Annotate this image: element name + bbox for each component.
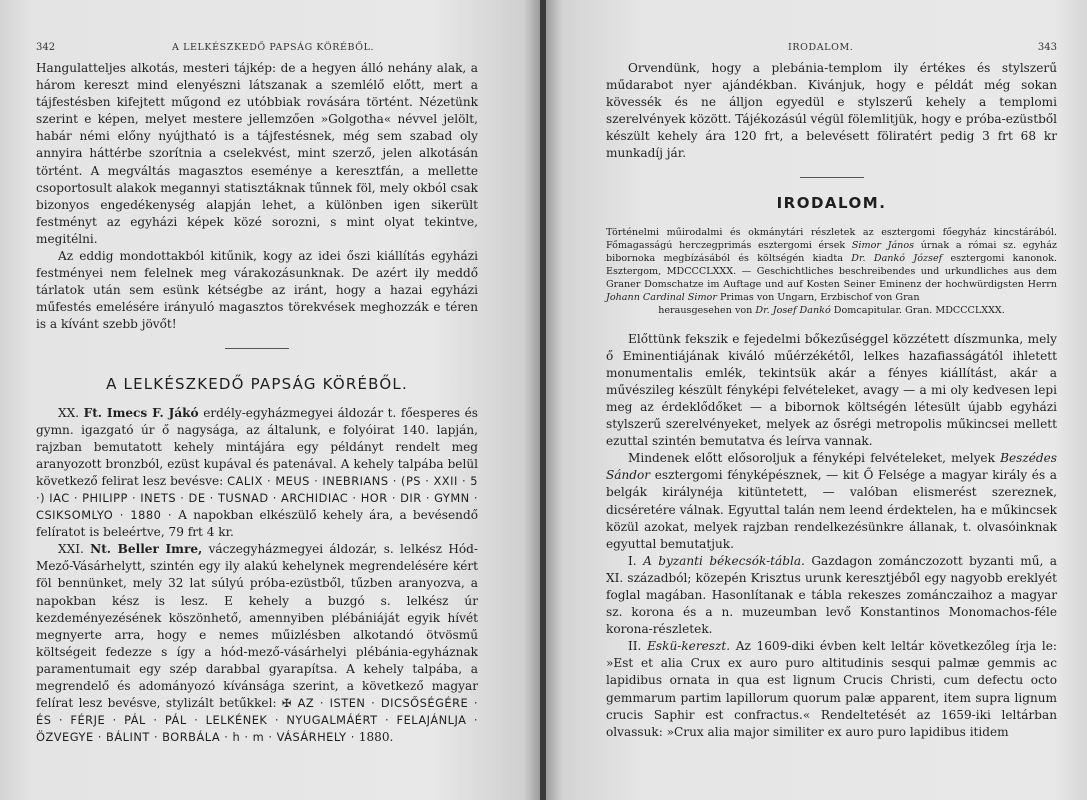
biblio-text: úrnak a római sz. egyház bibornoka megbízásából és költségén kiadta <box>606 239 1057 264</box>
entry-number: XXI. <box>58 542 84 557</box>
paragraph: Orvendünk, hogy a plebánia-templom ily értékes és stylszerű műdarabot nyer ajándékban. Kivánjuk, hogy e példát még sokan kövessék és ne álljon egyedül e stylszerű kehely a templomi szerelvények között. Tájékozásúl végül fölemlitjük, hogy e próba-ezüstből készült kehely ára 120 frt, a belevésett föliratért pedig 3 frt 68 kr munkadíj jár. <box>606 61 1057 161</box>
section-divider <box>800 177 864 178</box>
inscription: ✠ AZ · ISTEN · DICSŐSÉGÉRE · ÉS · FÉRJE · PÁL · PÁL · LELKÉNEK · NYUGALMÁÉRT · FELAJÁNLJA · ÖZVEGYE · BÁLINT · BORBÁLA · h · m · VÁSÁRHELY · <box>36 696 478 745</box>
item-text: Az 1609-diki évben kelt leltár következőleg írja le: »Est et alia Crux ex auro puro altitudinis sesqui palmæ gemmis ac lapidibus ornata in qua est lignum Crucis Christi, cum defectu octo gemmarum partim lapillorum quorum palæ apparent, item supra lignum crucis Saphir est confractus.« Rendeltetését az 1659-iki leltárban olvassuk: »Crux alia major similiter ex auro puro lapidibus itidem <box>606 639 1057 739</box>
biblio-person: Johann Cardinal Simor <box>606 291 717 303</box>
entry-xxi <box>36 541 478 746</box>
running-title: IRODALOM. <box>788 42 854 53</box>
page-number: 343 <box>1037 42 1057 53</box>
running-title: A LELKÉSZKEDŐ PAPSÁG KÖRÉBŐL. <box>172 42 375 53</box>
paragraph: Hangulatteljes alkotás, mesteri tájkép: de a hegyen álló nehány alak, a három kereszt mind elenyészni látszanak a szemlélő előtt, mert a tájfestésben kifejtett műgond ez utóbbiak rovására történt. Nézetünk szerint e képen, melyet mestere jellemzően »Golgotha« névvel jelölt, habár némi előny nyújtható is a tájfestésnek, még sem szabad oly annyira háttérbe szorítnia a cselekvést, mint szerző, jelen alkotásán történt. A megváltás magasztos eseménye a keresztfán, a mellette csoportosult alakok megannyi statisztáknak tűnnek föl, mely okból csak bizonyos engedékenység alapján lehet, a különben igen sikerült festményt az egyházi képek közé sorozni, s mint olyat tekintve, megitélni. <box>36 61 478 246</box>
biblio-text: Történelmi műirodalmi és okmánytári részletek az esztergomi főegyház kincstárából. Főmagasságú herczegprimás esztergomi érsek <box>606 226 1057 251</box>
item-number: II. <box>628 639 642 654</box>
paragraph: Előttünk fekszik e fejedelmi bőkezűséggel közzétett díszmunka, mely ő Eminentiájának kiváló műérzékétől, lelkes hazafiasságától ihletett monumentalis emlék, tekintsük akár a fényes kiállítást, akár a művészileg készült fényképi felvételeket, avagy — a mi oly kedvesen lepi meg az érdeklődőket — a bibornok költségén létesült újabb egyházi stylszerű szerelvényeket, melyek az ősrégi metropolis műkincsei mellett ezuttal szintén bemutatva és leírva vannak. <box>606 331 1057 449</box>
biblio-last-line <box>606 304 1057 317</box>
biblio-text: herausgesehen von <box>658 304 753 316</box>
entry-text: váczegyházmegyei áldozár, s. lelkész Hód-Mező-Vásárhelytt, szintén egy ily alakú kehelynek megrendelésére kért föl bennünket, mely 32 lat súlyú próba-ezüstből, tűzben aranyozva, a napokban kész is lesz. E kehely a buzgó s. lelkész úr kezdeményezésének köszönhető, amennyiben plébániáját egyik hívét megnyerte arra, hogy e nemes műizlésben alkotandó ötvösmű költségeit fedezze s így a hód-mező-vásárhelyi plébánia-egyháznak paramentumait egy szép darabbal gyarapítsa. A kehely talpába, a megrendelő és adományozó kívánsága szerint, a következő magyar felírat lesz bevésve, stylizált betűkkel: <box>36 542 478 711</box>
section-title: A LELKÉSZKEDŐ PAPSÁG KÖRÉBŐL. <box>106 374 408 393</box>
entry-number: XX. <box>58 405 80 420</box>
item-title: A byzanti békecsók-tábla. <box>643 553 805 568</box>
person-name: Beszédes Sándor <box>606 451 1057 483</box>
left-page <box>0 0 540 800</box>
right-page <box>546 0 1087 800</box>
bibliographic-entry <box>606 226 1057 317</box>
item-text: Gazdagon zománczozott byzanti mű, a XI. századból; közepén Krisztus urunk keresztjéből egy nagyobb ereklyét foglal magában. Hasonlítanak e tábla rekeszes zománczaihoz a magyar sz. korona és a n. muzeumban levő Konstantinos Monomachos-féle korona-részletek. <box>606 553 1057 637</box>
entry-name: Ft. Imecs F. Jákó <box>83 405 199 420</box>
item-i <box>606 553 1057 638</box>
paragraph-text: Mindenek előtt elősoroljuk a fényképi felvételeket, melyek <box>628 451 995 466</box>
entry-name: Nt. Beller Imre, <box>90 542 203 557</box>
item-title: Eskü-kereszt. <box>647 639 731 654</box>
biblio-text: Primas von Ungarn, Erzbischof von Gran <box>719 291 920 303</box>
section-title: IRODALOM. <box>776 193 887 212</box>
section-divider <box>225 348 289 349</box>
paragraph: Az eddig mondottakból kitűnik, kogy az idei őszi kiállítás egyházi festményei nem felelnek meg várakozásunknak. De azért ily meddő tárlatok után sem esünk kétségbe az iránt, hogy a hazai egyházi műfestés emelésére irányuló magasztos törekvések meghozzák e téren is a kívánt szebb jövőt! <box>36 249 478 332</box>
page-number: 342 <box>36 42 56 53</box>
running-header <box>36 42 478 60</box>
paragraph <box>606 450 1057 553</box>
entry-xx <box>36 405 478 542</box>
item-number: I. <box>628 553 637 568</box>
biblio-person: Dr. Josef Dankó <box>755 304 831 316</box>
inscription-year: 1880. <box>358 730 394 745</box>
paragraph-text: esztergomi fényképésznek, — kit Ő Felsége a magyar király és a belgák királynéja kitüntetett, — valóban elismerést szereznek, dicséretére válnak. Egyuttal talán nem leend érdektelen, ha e műkincsek közül azokat, melyek rajzban rendelkezésünkre állanak, t. olvasóinknak egyuttal bemutatjuk. <box>606 468 1057 551</box>
running-header <box>606 42 1057 60</box>
entry-text: A napokban elkészülő kehely ára, a bevésendő felíratot is beleértve, 79 frt 4 kr. <box>36 508 478 540</box>
inscription: CALIX · MEUS · INEBRIANS · (PS · XXII · 5 ·) IAC · PHILIPP · INETS · DE · TUSNAD · ARCHIDIAC · HOR · DIR · GYMN · CSIKSOMLYO · 1880 · <box>36 473 478 523</box>
biblio-person: Dr. Dankó József <box>851 252 943 264</box>
biblio-text: Domcapitular. Gran. MDCCCLXXX. <box>833 304 1005 316</box>
biblio-text: esztergomi kanonok. Esztergom, MDCCCLXXX. — Geschichtliches beschreibendes und urkundliches aus dem Graner Domschatze im Auftage und auf Kosten Seiner Eminenz der hochwürdigsten Herrn <box>606 252 1057 290</box>
biblio-person: Simor János <box>851 239 915 251</box>
item-ii <box>606 638 1057 741</box>
entry-text: erdély-egyházmegyei áldozár t. főesperes és gymn. igazgató úr ő nagysága, az általunk, e folyóirat 140. lapján, rajzban bemutatott kehely mintájára egy példányt rendelt meg aranyozott bronzból, ezüst kupával és patenával. A kehely talpába belül következő felirat lesz bevésve: <box>36 405 478 488</box>
